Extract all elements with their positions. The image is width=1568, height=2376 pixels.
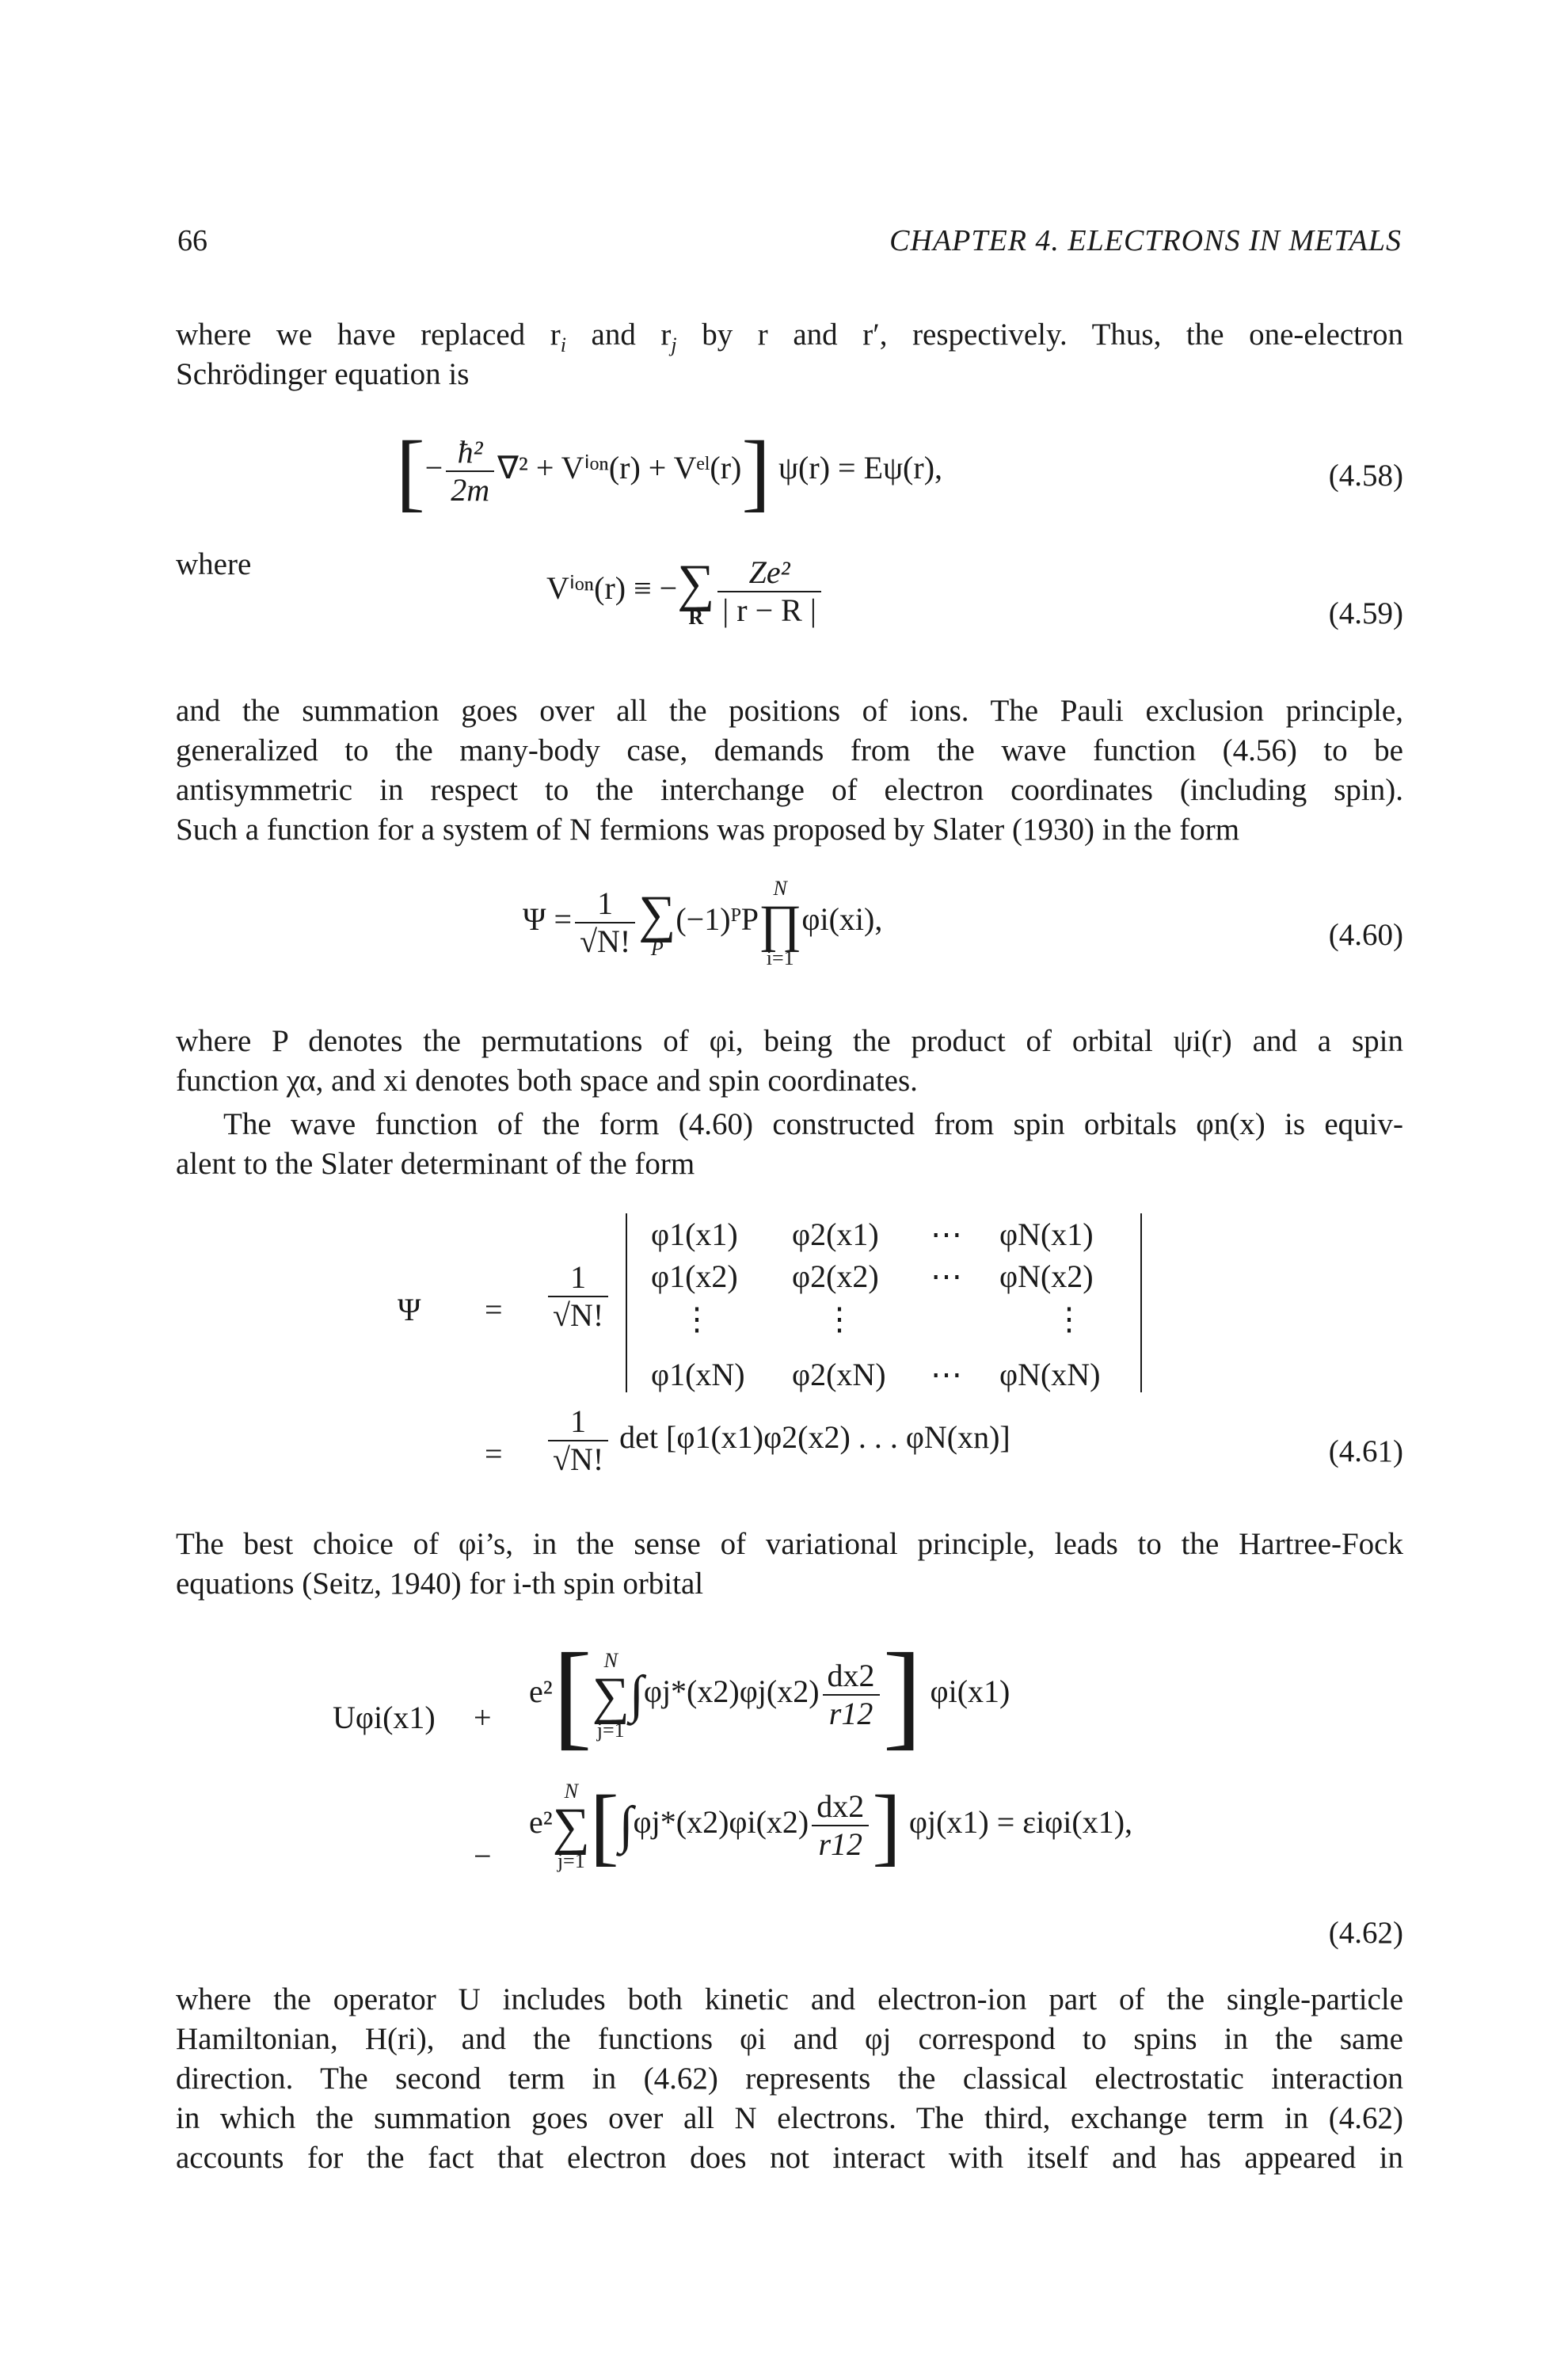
paragraph-hartree-fock <box>176 1525 1403 1604</box>
chapter-title: CHAPTER 4. ELECTRONS IN METALS <box>889 224 1402 257</box>
text-line: Hamiltonian, H(ri), and the functions φi and φj correspond to spins in the same <box>176 2022 1403 2056</box>
equation-number: (4.60) <box>1328 918 1403 952</box>
equation-number: (4.62) <box>1328 1916 1403 1950</box>
matrix-cell: ⋮ <box>1053 1301 1085 1337</box>
text-line: Such a function for a system of N fermions was proposed by Slater (1930) in the form <box>176 813 1240 847</box>
paragraph-operator-u <box>176 1980 1403 2178</box>
paragraph-permutations <box>176 1022 1403 1101</box>
plus-sign: + <box>474 1700 492 1735</box>
matrix-cell: ⋮ <box>824 1301 855 1337</box>
determinant-left-bar <box>626 1213 627 1392</box>
matrix-cell: φN(x1) <box>999 1217 1094 1252</box>
matrix-cell: φ2(x1) <box>792 1217 879 1252</box>
label-where: where <box>176 547 252 581</box>
text-line: generalized to the many-body case, demands from the wave function (4.56) to be <box>176 733 1403 767</box>
paragraph-pauli <box>176 691 1403 850</box>
equation-4-59: Vⁱᵒⁿ(r) ≡ − ∑ R $\frac{\text{Ze²}}{| r - R |}$ <box>546 554 824 629</box>
matrix-cell: ⋯ <box>931 1258 962 1294</box>
text-line: direction. The second term in (4.62) represents the classical electrostatic interaction <box>176 2062 1403 2096</box>
text-line: Schrödinger equation is <box>176 357 470 391</box>
matrix-cell: ⋯ <box>931 1217 962 1252</box>
text-line: The best choice of φi’s, in the sense of variational principle, leads to the Hartree-Fock <box>176 1527 1403 1561</box>
text-line: and the summation goes over all the positions of ions. The Pauli exclusion principle, <box>176 694 1403 728</box>
minus-sign: − <box>474 1838 492 1874</box>
text-line: accounts for the fact that electron does not interact with itself and has appeared in <box>176 2141 1403 2175</box>
matrix-cell: φ1(x2) <box>651 1258 738 1294</box>
text-line: function χα, and xi denotes both space and spin coordinates. <box>176 1064 918 1098</box>
text-line: antisymmetric in respect to the interchange of electron coordinates (including spin). <box>176 773 1403 807</box>
paragraph-slater <box>176 1105 1403 1184</box>
equals-sign: = <box>485 1436 503 1472</box>
matrix-cell: φ2(x2) <box>792 1258 879 1294</box>
page-header <box>177 223 1402 263</box>
eq-4-62-term-3: e² N ∑ j=1 [∫φj*(x2)φi(x2) $\frac{dx2}{r12}$ ] φj(x1) = εiφi(x1), <box>529 1777 1133 1874</box>
text-line: equations (Seitz, 1940) for i-th spin orbital <box>176 1567 704 1601</box>
matrix-cell: φN(x2) <box>999 1258 1094 1294</box>
text-line: The wave function of the form (4.60) constructed from spin orbitals φn(x) is equiv- <box>223 1107 1403 1141</box>
equals-sign: = <box>485 1292 503 1327</box>
equation-4-61-lhs: Ψ <box>398 1292 421 1327</box>
equation-number: (4.59) <box>1328 596 1403 630</box>
equation-4-58: [− $\frac{\text{ħ²}}{2m}$ ∇² + Vⁱᵒⁿ(r) + Vᵉˡ(r)] ψ(r) = Eψ(r), <box>396 423 943 520</box>
determinant-right-bar <box>1140 1213 1142 1392</box>
matrix-cell: ⋯ <box>931 1357 962 1392</box>
matrix-cell: ⋮ <box>681 1301 713 1337</box>
fraction-1-over-sqrt-nfact: $\frac{1}{√N!}$ <box>545 1259 611 1334</box>
matrix-cell: φ1(x1) <box>651 1217 738 1252</box>
text-line: where we have replaced $r_i$ and $r_j$ by r and r′, respectively. Thus, the one-electron <box>176 318 1403 356</box>
equation-number: (4.58) <box>1328 459 1403 493</box>
text-line: in which the summation goes over all N electrons. The third, exchange term in (4.62) <box>176 2101 1403 2135</box>
matrix-cell: φ1(xN) <box>651 1357 745 1392</box>
eq-4-62-term-2: e²[ N ∑ j=1 ∫φj*(x2)φj(x2) $\frac{dx2}{r12}$ ] φi(x1) <box>529 1629 1010 1761</box>
paragraph-intro <box>176 315 1403 394</box>
matrix-cell: φ2(xN) <box>792 1357 886 1392</box>
eq-4-62-lhs: Uφi(x1) <box>333 1700 436 1735</box>
matrix-cell: φN(xN) <box>999 1357 1101 1392</box>
det-expression: $\frac{1}{√N!}$ det [φ1(x1)φ2(x2) . . . φN(xn)] <box>545 1403 1010 1478</box>
page-number: 66 <box>177 224 207 257</box>
text-line: where P denotes the permutations of φi, being the product of orbital ψi(r) and a spin <box>176 1024 1403 1058</box>
equation-4-60: Ψ = $\frac{1}{√N!}$ ∑ P (−1)ᴾP N ∏ i=1 φi(xi), <box>523 877 883 969</box>
equation-number: (4.61) <box>1328 1434 1403 1468</box>
text-line: alent to the Slater determinant of the form <box>176 1147 695 1181</box>
text-line: where the operator U includes both kinetic and electron-ion part of the single-particle <box>176 1982 1403 2016</box>
